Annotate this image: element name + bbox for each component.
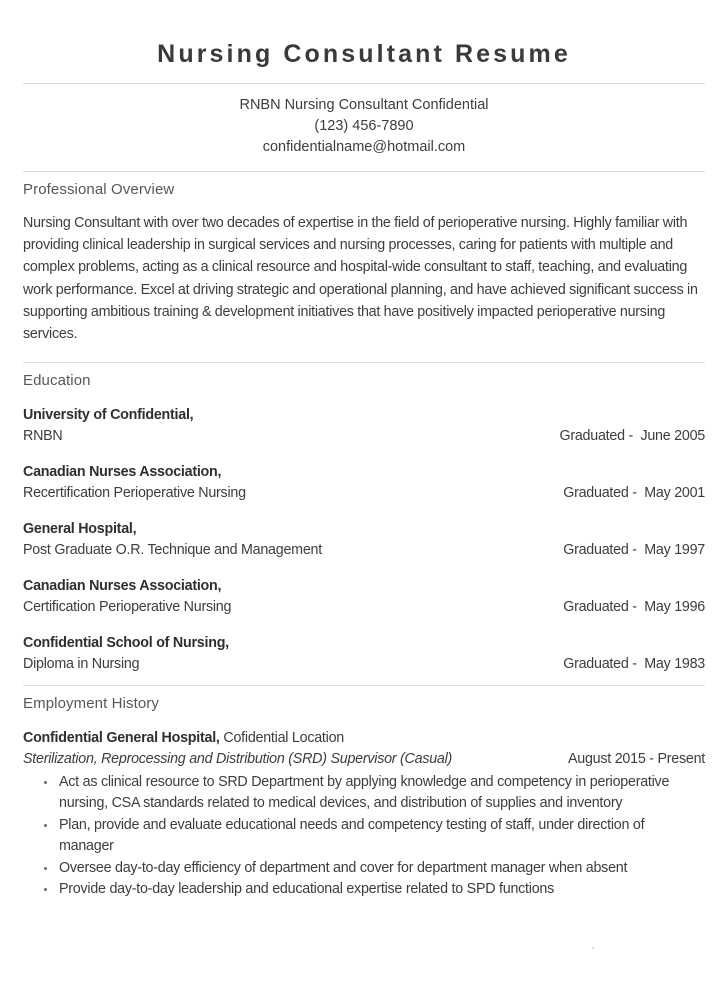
- education-school: Confidential School of Nursing,: [23, 634, 229, 651]
- section-heading-education: Education: [23, 371, 91, 389]
- employment-organization: Confidential General Hospital,: [23, 729, 220, 746]
- section-heading-overview: Professional Overview: [23, 180, 175, 198]
- list-item: Oversee day-to-day efficiency of department and cover for department manager when absent: [23, 858, 697, 880]
- education-school: Canadian Nurses Association,: [23, 463, 222, 480]
- employment-entry: [23, 718, 705, 901]
- education-date: Graduated - May 1983: [563, 655, 705, 672]
- education-detail-row: [23, 597, 705, 618]
- employment-job-title: Sterilization, Reprocessing and Distribution (SRD) Supervisor (Casual): [23, 750, 453, 767]
- employment-location: Cofidential Location: [219, 729, 344, 746]
- education-credential: Certification Perioperative Nursing: [23, 598, 232, 615]
- education-detail-row: [23, 426, 705, 447]
- education-entry: [23, 633, 705, 675]
- education-detail-row: [23, 483, 705, 504]
- page-title: Nursing Consultant Resume: [157, 40, 571, 68]
- education-list: [23, 395, 705, 685]
- education-credential: Recertification Perioperative Nursing: [23, 484, 246, 501]
- education-credential: Post Graduate O.R. Technique and Management: [23, 541, 322, 558]
- education-entry: [23, 462, 705, 504]
- education-detail-row: [23, 540, 705, 561]
- list-item: Act as clinical resource to SRD Department by applying knowledge and competency in perioperative nursing, CSA standards related to medical devices, and distribution of supplies and inventory: [23, 772, 697, 815]
- education-school: Canadian Nurses Association,: [23, 577, 222, 594]
- education-credential: RNBN: [23, 427, 63, 444]
- education-entry: [23, 405, 705, 447]
- education-school: University of Confidential,: [23, 406, 194, 423]
- scan-artifact: [592, 947, 594, 949]
- education-entry: [23, 519, 705, 561]
- overview-paragraph: Nursing Consultant with over two decades of expertise in the field of perioperative nursing. Highly familiar with providing clinical leadership in surgical services and nursing processes, caring for patients with multiple and complex problems, acting as a clinical resource and hospital-wide consultant to staff, teaching, and evaluating work performance. Excel at driving strategic and operational planning, and have achieved significant success in supporting ambitious training & development initiatives that have positively impacted perioperative nursing services.: [23, 214, 698, 343]
- list-item: Provide day-to-day leadership and educational expertise related to SPD functions: [23, 879, 697, 901]
- contact-headline: RNBN Nursing Consultant Confidential: [239, 96, 489, 113]
- employment-organization-line: [23, 728, 705, 749]
- contact-email: confidentialname@hotmail.com: [262, 138, 466, 155]
- section-heading-employment: Employment History: [23, 694, 160, 712]
- education-date: Graduated - June 2005: [559, 427, 705, 444]
- education-date: Graduated - May 1997: [563, 541, 705, 558]
- list-item: Plan, provide and evaluate educational needs and competency testing of staff, under direction of manager: [23, 815, 697, 858]
- employment-dates: August 2015 - Present: [567, 750, 705, 767]
- education-school: General Hospital,: [23, 520, 137, 537]
- education-entry: [23, 576, 705, 618]
- employment-responsibility-list: [23, 772, 705, 901]
- education-credential: Diploma in Nursing: [23, 655, 140, 672]
- education-date: Graduated - May 1996: [563, 598, 705, 615]
- education-detail-row: [23, 654, 705, 675]
- education-date: Graduated - May 2001: [563, 484, 705, 501]
- employment-title-row: [23, 749, 705, 770]
- contact-phone: (123) 456-7890: [314, 117, 414, 134]
- contact-block: [23, 84, 705, 171]
